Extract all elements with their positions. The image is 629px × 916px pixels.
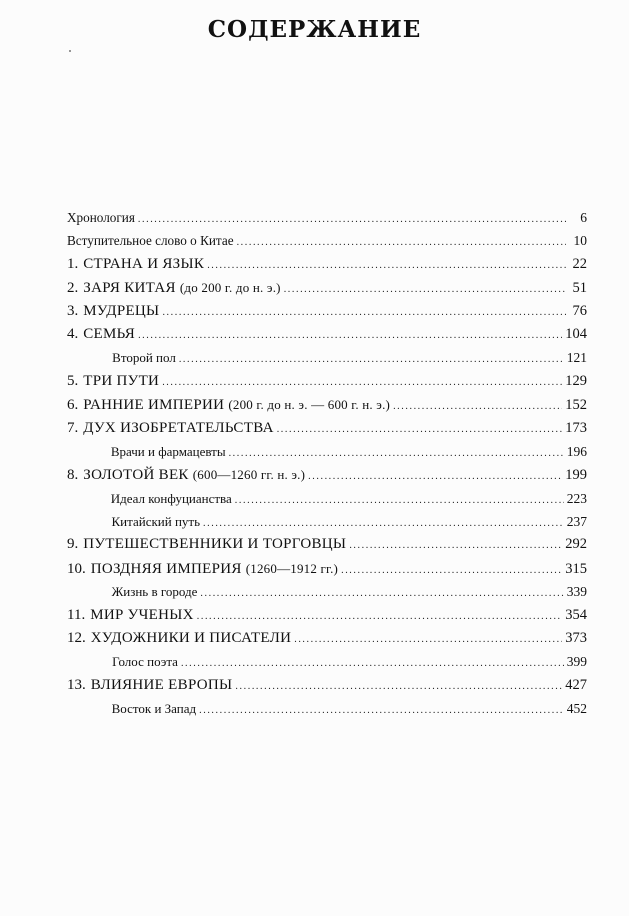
toc-entry-title: Врачи и фармацевты	[110, 443, 226, 459]
toc-entry	[67, 323, 587, 346]
dot-leader	[308, 465, 562, 488]
dot-leader	[179, 348, 564, 371]
dot-leader	[237, 231, 566, 254]
toc-entry-title: Голос поэта	[112, 654, 178, 670]
dot-leader	[277, 418, 563, 441]
dot-leader	[162, 301, 566, 324]
toc-entry-title: ХУДОЖНИКИ И ПИСАТЕЛИ	[90, 630, 292, 647]
dot-leader	[393, 395, 562, 418]
toc-entry-page-number: 452	[566, 701, 587, 717]
toc-entry-number: 7.	[67, 419, 79, 436]
toc-entry	[67, 580, 587, 603]
toc-entry-label	[83, 253, 204, 276]
toc-entry-page-number: 373	[565, 630, 587, 647]
toc-entry-dates: (до 200 г. до н. э.)	[179, 280, 281, 296]
toc-entry-label	[67, 206, 135, 229]
dot-leader	[235, 489, 564, 512]
toc-entry	[67, 557, 587, 580]
toc-entry-label	[83, 393, 390, 417]
toc-entry-label	[67, 229, 234, 252]
toc-entry-dates: (600—1260 гг. н. э.)	[192, 467, 306, 483]
toc-entry-number: 10.	[67, 560, 86, 577]
toc-entry-title: МИР УЧЕНЫХ	[90, 606, 194, 623]
dot-leader	[207, 254, 566, 277]
toc-entry-title: ПОЗДНЯЯ ИМПЕРИЯ	[90, 560, 246, 577]
toc-entry-number: 3.	[67, 302, 79, 319]
dot-leader	[294, 628, 562, 651]
toc-entry-label	[83, 276, 280, 300]
toc-entry-title: Китайский путь	[111, 514, 201, 530]
toc-entry-page-number: 6	[580, 210, 587, 225]
toc-entry-label	[83, 300, 159, 323]
toc-entry	[67, 393, 587, 416]
scan-speck	[69, 50, 71, 52]
toc-entry-label	[91, 557, 338, 581]
dot-leader	[181, 652, 564, 675]
toc-entry-page-number: 339	[566, 584, 587, 600]
toc-entry-label	[82, 346, 176, 369]
dot-leader	[235, 675, 562, 698]
toc-entry-title: ДУХ ИЗОБРЕТАТЕЛЬСТВА	[83, 419, 274, 436]
dot-leader	[341, 559, 562, 582]
toc-entry-number: 8.	[67, 467, 79, 484]
toc-entry-label	[81, 440, 226, 463]
toc-entry-number: 6.	[67, 397, 79, 414]
toc-entry-label	[82, 697, 197, 720]
dot-leader	[162, 371, 562, 394]
toc-entry-page-number: 76	[572, 302, 587, 319]
toc-entry-number: 9.	[67, 536, 79, 553]
toc-entry-dates: (1260—1912 гг.)	[245, 560, 339, 576]
toc-entry-label	[83, 463, 305, 487]
toc-entry-page-number: 152	[565, 397, 587, 414]
toc-entry	[67, 627, 587, 650]
toc-entry	[67, 650, 587, 673]
toc-entry-number: 2.	[67, 280, 79, 297]
toc-entry-page-number: 427	[565, 676, 587, 693]
toc-entry	[67, 487, 587, 510]
toc-entry	[67, 276, 587, 299]
toc-entry	[67, 417, 587, 440]
toc-entry-page-number: 173	[565, 419, 587, 436]
toc-entry-title: Второй пол	[112, 350, 176, 366]
toc-entry-page-number: 354	[565, 606, 587, 623]
dot-leader	[229, 442, 564, 465]
toc-entry-label	[83, 370, 159, 393]
toc-entry-number: 1.	[67, 255, 79, 272]
toc-entry-number: 4.	[67, 325, 79, 342]
toc-entry	[67, 253, 587, 276]
toc-entry-page-number: 22	[572, 255, 587, 272]
toc-entry-title: ТРИ ПУТИ	[83, 372, 160, 389]
toc-entry-label	[82, 650, 178, 673]
toc-entry-page-number: 121	[566, 350, 587, 366]
toc-entry-page-number: 237	[566, 514, 587, 530]
toc-entry-page-number: 129	[565, 372, 587, 389]
toc-entry-label	[83, 417, 273, 440]
toc-entry	[67, 510, 587, 533]
toc-entry-title: Вступительное слово о Китае	[67, 233, 234, 249]
dot-leader	[197, 605, 563, 628]
toc-entry	[67, 697, 587, 720]
page-title: СОДЕРЖАНИЕ	[207, 16, 422, 43]
table-of-contents	[67, 206, 587, 721]
toc-entry-number: 13.	[67, 676, 86, 693]
toc-entry-label	[82, 510, 201, 533]
toc-entry	[67, 370, 587, 393]
toc-entry-title: ЗОЛОТОЙ ВЕК	[83, 467, 193, 484]
toc-entry-dates: (200 г. до н. э. — 600 г. н. э.)	[228, 397, 391, 413]
toc-entry-title: Восток и Запад	[111, 701, 197, 717]
dot-leader	[200, 582, 563, 605]
toc-entry-page-number: 10	[573, 233, 587, 249]
toc-entry-label	[91, 674, 233, 697]
toc-entry	[67, 463, 587, 486]
toc-entry-page-number: 223	[566, 490, 587, 506]
toc-entry-label	[83, 323, 135, 346]
toc-entry	[67, 300, 587, 323]
toc-entry-page-number: 51	[572, 280, 587, 297]
toc-entry-page-number: 292	[565, 536, 587, 553]
toc-entry-label	[90, 604, 194, 627]
toc-entry-label	[83, 533, 346, 556]
toc-entry	[67, 346, 587, 369]
dot-leader	[284, 278, 566, 301]
toc-entry-title: ЗАРЯ КИТАЯ	[83, 280, 180, 297]
toc-entry-title: Хронология	[67, 210, 135, 225]
toc-entry-page-number: 399	[566, 654, 587, 670]
toc-entry-number: 12.	[67, 630, 86, 647]
toc-entry-page-number: 104	[565, 325, 587, 342]
toc-entry-label	[81, 487, 232, 510]
toc-entry-title: СЕМЬЯ	[83, 325, 136, 342]
toc-entry-number: 5.	[67, 372, 79, 389]
toc-entry-number: 11.	[67, 606, 86, 623]
toc-entry-label	[91, 627, 291, 650]
toc-entry	[67, 533, 587, 556]
dot-leader	[199, 699, 564, 722]
toc-entry-title: СТРАНА И ЯЗЫК	[83, 255, 205, 272]
dot-leader	[349, 534, 562, 557]
toc-entry-title: ВЛИЯНИЕ ЕВРОПЫ	[90, 676, 233, 693]
toc-entry-title: МУДРЕЦЫ	[83, 302, 160, 319]
dot-leader	[203, 512, 564, 535]
toc-entry-title: Идеал конфуцианства	[110, 490, 232, 506]
toc-entry	[67, 674, 587, 697]
toc-entry	[67, 440, 587, 463]
toc-entry-title: Жизнь в городе	[111, 584, 198, 600]
toc-entry-page-number: 315	[565, 560, 587, 577]
dot-leader	[138, 324, 562, 347]
toc-entry-label	[82, 580, 198, 603]
toc-entry	[67, 206, 587, 229]
toc-entry-title: ПУТЕШЕСТВЕННИКИ И ТОРГОВЦЫ	[83, 536, 347, 553]
toc-entry-page-number: 199	[565, 467, 587, 484]
toc-entry	[67, 229, 587, 252]
toc-entry-page-number: 196	[566, 443, 587, 459]
toc-entry-title: РАННИЕ ИМПЕРИИ	[83, 397, 229, 414]
toc-entry	[67, 604, 587, 627]
dot-leader	[138, 208, 566, 231]
